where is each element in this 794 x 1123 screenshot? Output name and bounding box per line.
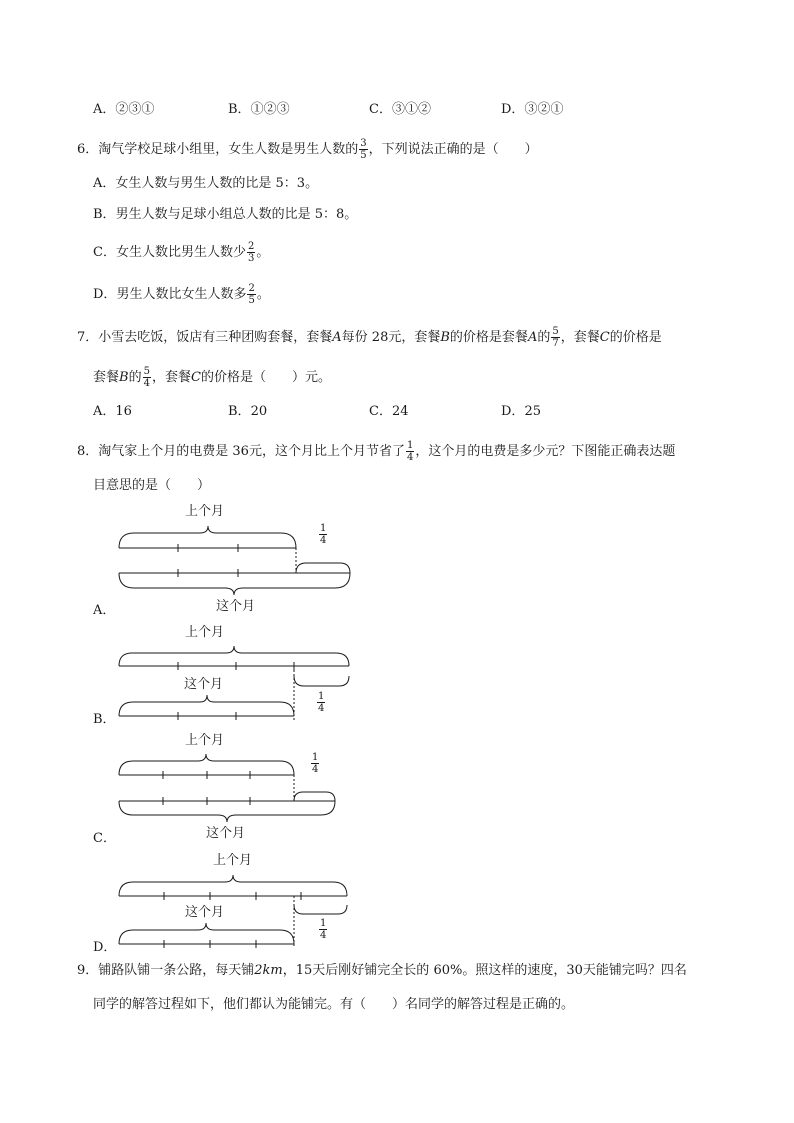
q9-stem-line1: 9．铺路队铺一条公路，每天铺2km，15天后刚好铺完全长的 60%。照这样的速度，30天能铺完吗？四名 — [77, 963, 687, 978]
diagram-letter: D． — [93, 940, 117, 955]
diagram-bottom-label: 这个月 — [184, 677, 224, 692]
fraction: $\frac{2}{3}$ — [247, 241, 255, 264]
q9-stem-line2: 同学的解答过程如下，他们都认为能铺完。有（ ）名同学的解答过程是正确的。 — [93, 997, 575, 1012]
fraction: $\frac{3}{5}$ — [360, 138, 367, 161]
q7-stem-line1: 7．小雪去吃饭，饭店有三种团购套餐，套餐A每份 28元，套餐B的价格是套餐A的 $\frac{5}{7}$ ，套餐C的价格是 — [77, 326, 662, 349]
q5-option-b: B．①②③ — [228, 102, 290, 117]
diagram-top-label: 上个月 — [185, 733, 225, 748]
q6-option-c: C．女生人数比男生人数少 $\frac{2}{3}$ 。 — [93, 241, 270, 264]
diagram-letter: A． — [93, 603, 116, 618]
q7-option-d: D．25 — [501, 404, 541, 419]
q7-option-c: C．24 — [369, 404, 409, 419]
diagram-top-label: 上个月 — [185, 625, 225, 640]
diagram-bottom-label: 这个月 — [185, 905, 225, 920]
q6-stem: 6．淘气学校足球小组里，女生人数是男生人数的 $\frac{3}{5}$ ，下列说法正确的是（ ） — [77, 138, 538, 161]
diagram-fraction: $\frac{1}{4}$ — [312, 752, 319, 775]
diagram-bottom-label: 这个月 — [206, 826, 246, 841]
diagram-fraction: $\frac{1}{4}$ — [318, 691, 325, 714]
diagram-top-label: 上个月 — [185, 504, 225, 519]
q7-option-b: B．20 — [228, 404, 268, 419]
q6-option-b: B．男生人数与足球小组总人数的比是 5：8。 — [93, 207, 358, 222]
q5-option-c: C．③①② — [369, 102, 431, 117]
q8-stem-line2: 目意思的是（ ） — [93, 478, 211, 493]
fraction: $\frac{1}{4}$ — [406, 440, 414, 463]
diagram-bottom-label: 这个月 — [216, 599, 256, 614]
q7-option-a: A．16 — [93, 404, 132, 419]
q5-option-a: A．②③① — [93, 102, 155, 117]
diagram-fraction: $\frac{1}{4}$ — [320, 918, 327, 941]
fraction: $\frac{2}{5}$ — [248, 283, 255, 306]
q8-stem-line1: 8．淘气家上个月的电费是 36元，这个月比上个月节省了 $\frac{1}{4}$ ，这个月的电费是多少元？下图能正确表达题 — [77, 440, 676, 463]
diagram-top-label: 上个月 — [213, 853, 253, 868]
q6-option-a: A．女生人数与男生人数的比是 5：3。 — [93, 176, 319, 191]
fraction: $\frac{5}{4}$ — [143, 366, 150, 389]
diagram-fraction: $\frac{1}{4}$ — [320, 523, 327, 546]
q7-stem-line2: 套餐B的 $\frac{5}{4}$ ，套餐C的价格是（ ）元。 — [93, 366, 331, 389]
diagram-letter: B． — [93, 712, 116, 727]
diagram-letter: C． — [93, 831, 116, 846]
q5-option-d: D．③②① — [501, 102, 564, 117]
q6-option-d: D．男生人数比女生人数多 $\frac{2}{5}$ 。 — [93, 283, 270, 306]
fraction: $\frac{5}{7}$ — [552, 326, 559, 349]
